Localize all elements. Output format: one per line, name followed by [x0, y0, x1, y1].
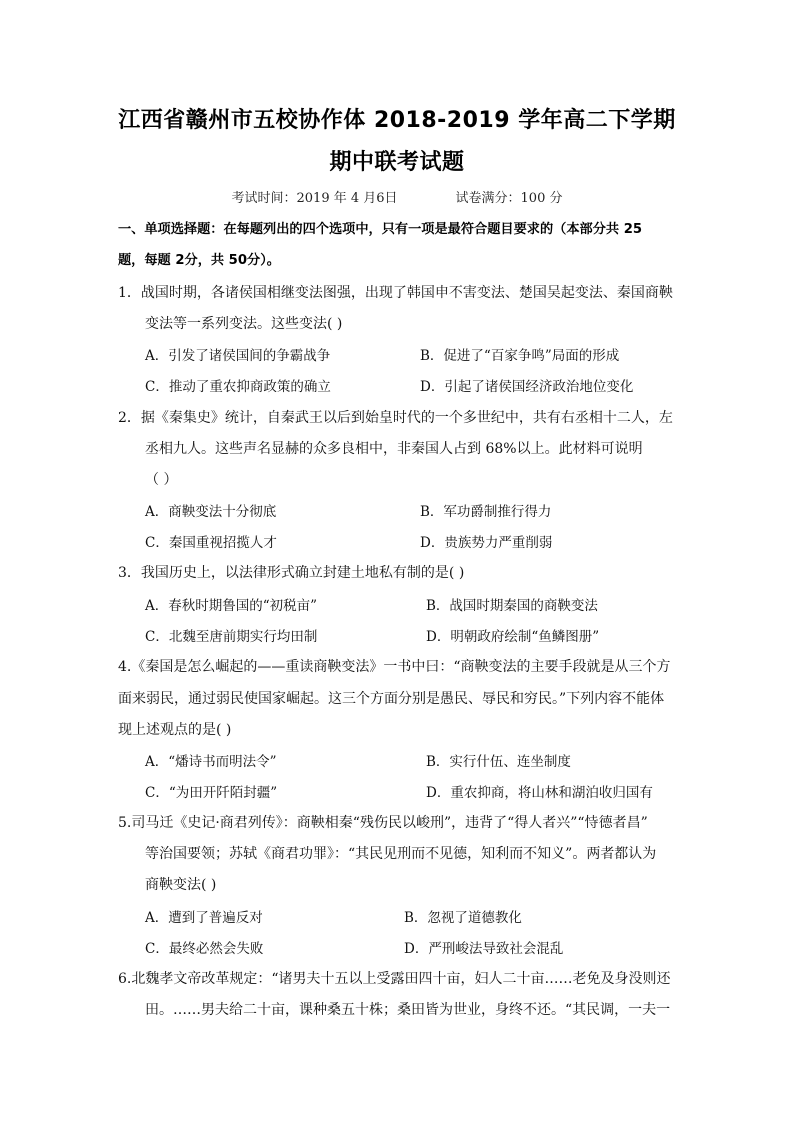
q1-option-d: D．引起了诸侯国经济政治地位变化: [420, 379, 634, 395]
q4-option-b: B．实行什伍、连坐制度: [426, 754, 571, 770]
q2-stem-line2: 丞相九人。这些声名显赫的众多良相中，非秦国人占到 68%以上。此材料可说明: [145, 441, 643, 457]
q4-stem-line1: 4.《秦国是怎么崛起的——重读商鞅变法》一书中曰：“商鞅变法的主要手段就是从三个方: [118, 659, 671, 675]
q1-stem-line1: 1．战国时期，各诸侯国相继变法图强，出现了韩国申不害变法、楚国吴起变法、秦国商鞅: [118, 285, 673, 301]
q2-option-a: A．商鞅变法十分彻底: [145, 504, 277, 520]
q4-stem-line2: 面来弱民，通过弱民使国家崛起。这三个方面分别是愚民、辱民和穷民。”下列内容不能体: [118, 691, 665, 707]
page-title: 江西省赣州市五校协作体 2018-2019 学年高二下学期: [118, 108, 676, 133]
q2-option-c: C．秦国重视招揽人才: [145, 535, 277, 551]
q4-option-a: A．“燔诗书而明法令”: [145, 754, 277, 770]
q2-stem-line3: （ ）: [145, 472, 178, 488]
q3-option-b: B．战国时期秦国的商鞅变法: [426, 598, 598, 614]
q2-option-d: D．贵族势力严重削弱: [420, 535, 553, 551]
exam-time: 考试时间：2019 年 4 月6日: [231, 191, 398, 206]
section-heading-line1: 一、单项选择题：在每题列出的四个选项中，只有一项是最符合题目要求的（本部分共 25: [118, 222, 643, 237]
q1-option-a: A．引发了诸侯国间的争霸战争: [145, 348, 331, 364]
full-score: 试卷满分：100 分: [455, 191, 563, 206]
q3-option-c: C．北魏至唐前期实行均田制: [145, 629, 318, 645]
q3-stem-line1: 3．我国历史上，以法律形式确立封建土地私有制的是( ): [118, 565, 465, 581]
q4-stem-line3: 现上述观点的是( ): [118, 722, 232, 738]
q5-option-d: D．严刑峻法导致社会混乱: [404, 941, 564, 957]
q1-stem-line2: 变法等一系列变法。这些变法( ): [145, 316, 343, 332]
q5-option-c: C．最终必然会失败: [145, 941, 264, 957]
section-heading-line2: 题，每题 2分，共 50分）。: [118, 253, 280, 268]
q3-option-a: A．春秋时期鲁国的“初税亩”: [145, 598, 318, 614]
q6-stem-line2: 田。……男夫给二十亩，课种桑五十株；桑田皆为世业，身终不还。“其民调，一夫一: [145, 1002, 671, 1018]
q5-stem-line3: 商鞅变法( ): [145, 877, 217, 893]
q5-option-b: B．忽视了道德教化: [404, 910, 522, 926]
q1-option-b: B．促进了“百家争鸣”局面的形成: [420, 348, 620, 364]
q5-stem-line2: 等治国要领；苏轼《商君功罪》：“其民见刑而不见德，知利而不知义”。两者都认为: [145, 846, 657, 862]
exam-meta: [0, 187, 794, 206]
q1-option-c: C．推动了重农抑商政策的确立: [145, 379, 331, 395]
q5-option-a: A．遭到了普遍反对: [145, 910, 263, 926]
q2-option-b: B．军功爵制推行得力: [420, 504, 552, 520]
q4-option-d: D．重农抑商，将山林和湖泊收归国有: [426, 785, 653, 801]
q5-stem-line1: 5.司马迁《史记·商君列传》：商鞅相秦“残伤民以峻刑”，违背了“得人者兴”“恃德者昌”: [118, 815, 648, 831]
q2-stem-line1: 2．据《秦集史》统计，自秦武王以后到始皇时代的一个多世纪中，共有右丞相十二人，左: [118, 410, 673, 426]
q4-option-c: C．“为田开阡陌封疆”: [145, 785, 278, 801]
q6-stem-line1: 6.北魏孝文帝改革规定：“诸男夫十五以上受露田四十亩，妇人二十亩……老免及身没则还: [118, 971, 671, 987]
q3-option-d: D．明朝政府绘制“鱼鳞图册”: [426, 629, 600, 645]
page-subtitle: 期中联考试题: [329, 150, 465, 175]
